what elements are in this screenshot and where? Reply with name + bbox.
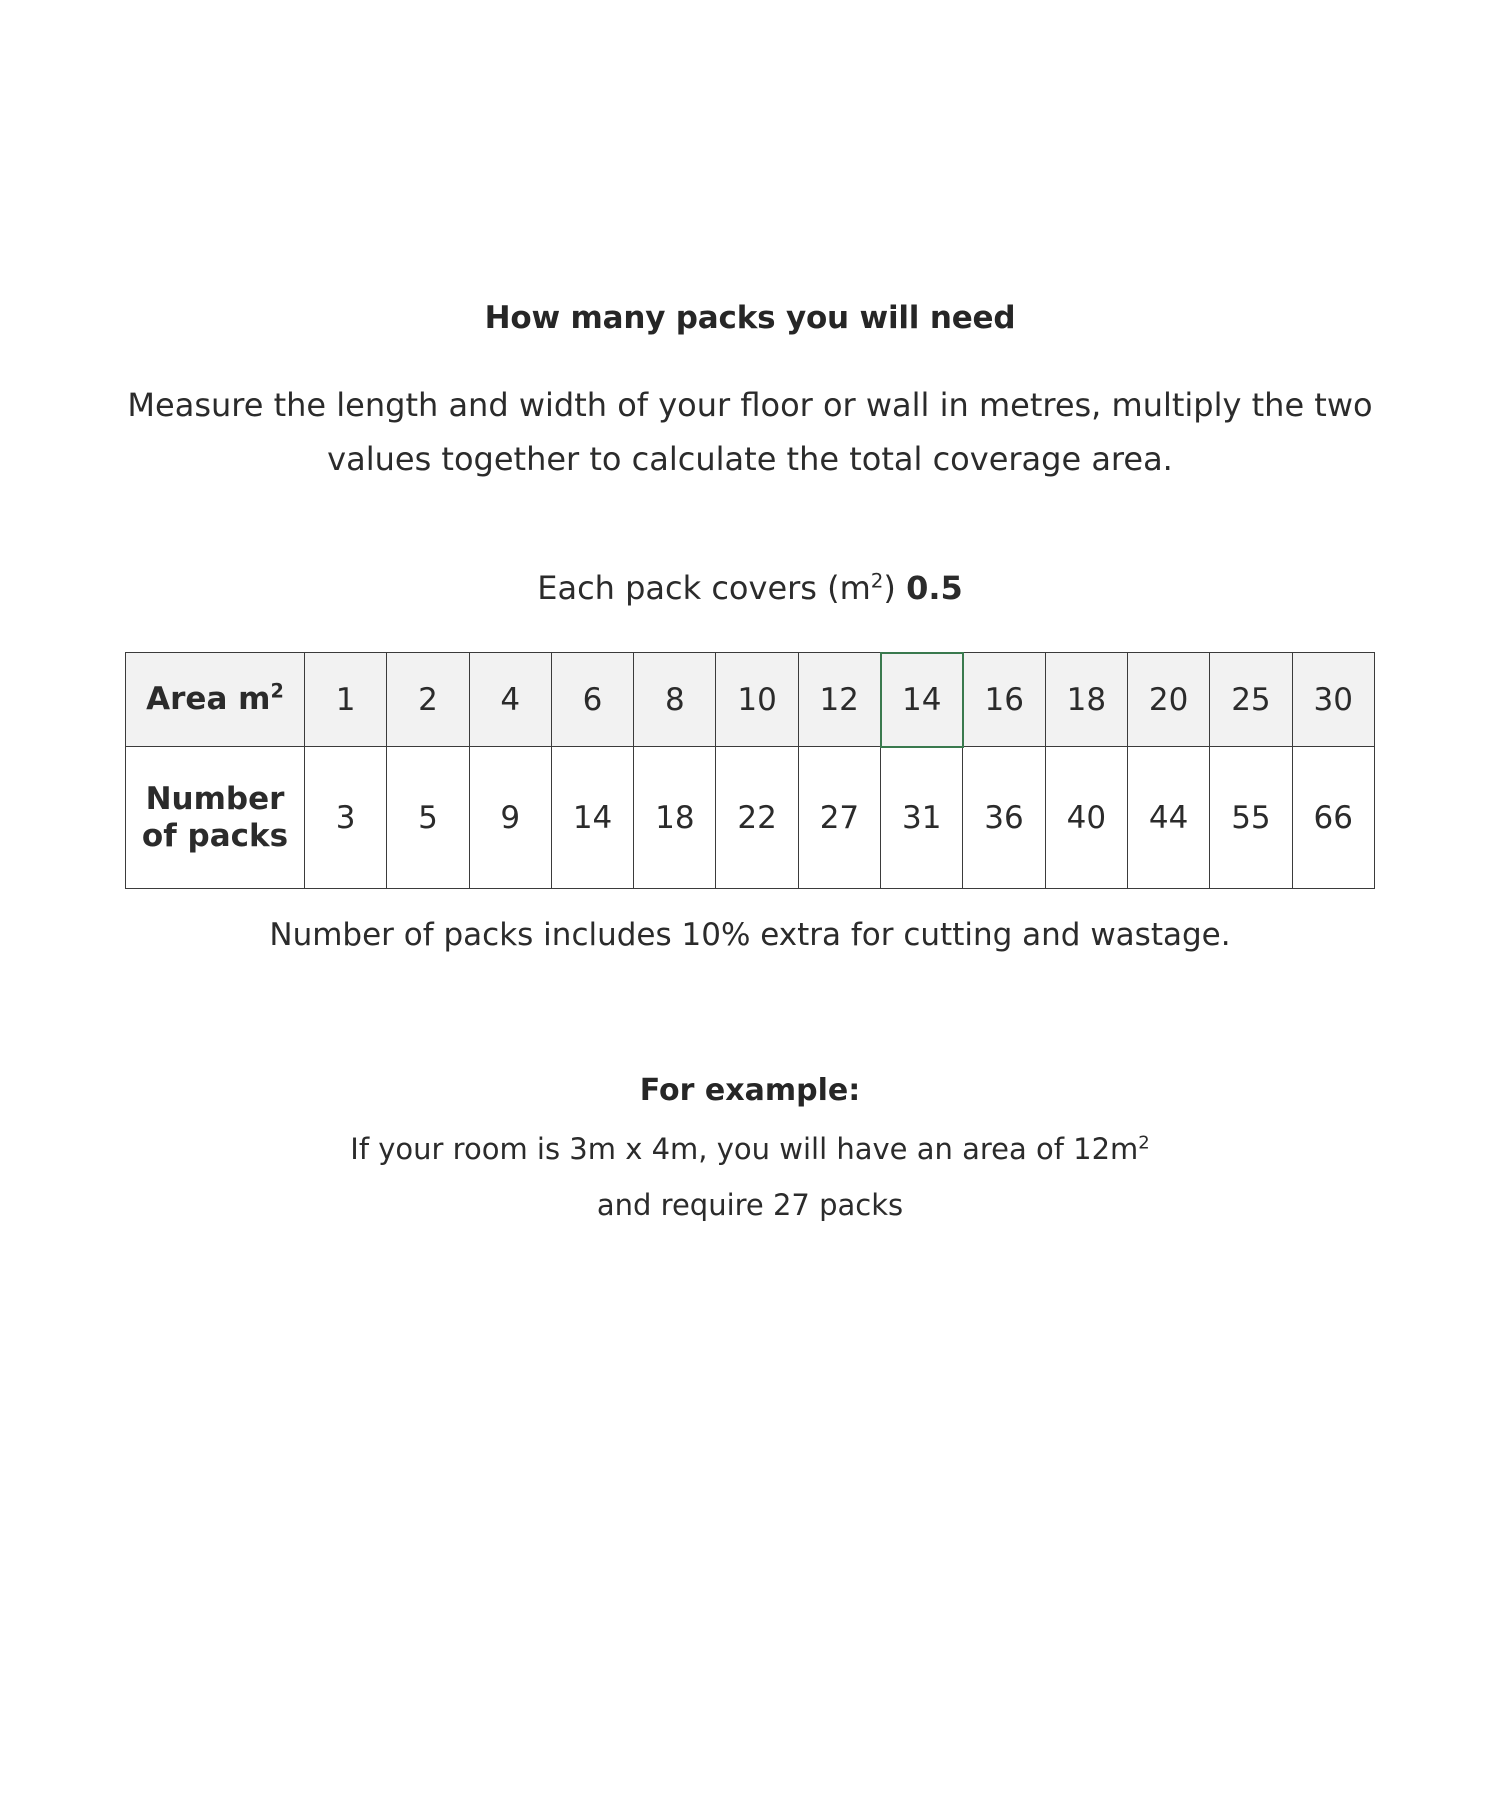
row-label-area-sup: 2 (270, 680, 284, 704)
packs-cell: 36 (963, 747, 1045, 889)
packs-cell: 27 (798, 747, 880, 889)
intro-paragraph: Measure the length and width of your floor or wall in metres, multiply the two values together to calculate the total coverage area. (127, 386, 1373, 479)
coverage-line (0, 569, 1500, 607)
document-page (0, 300, 1500, 1800)
table-row-packs (126, 747, 1375, 889)
packs-cell: 66 (1292, 747, 1374, 889)
area-cell: 12 (798, 653, 880, 747)
packs-cell: 55 (1210, 747, 1292, 889)
area-cell-highlighted: 14 (881, 653, 963, 747)
packs-cell: 44 (1127, 747, 1209, 889)
packs-table-wrapper (125, 652, 1375, 889)
area-cell: 1 (305, 653, 387, 747)
coverage-value: 0.5 (906, 568, 963, 607)
area-cell: 30 (1292, 653, 1374, 747)
example-line-2: and require 27 packs (596, 1187, 904, 1222)
area-cell: 18 (1045, 653, 1127, 747)
area-cell: 25 (1210, 653, 1292, 747)
coverage-label-before: Each pack covers (m (537, 568, 871, 607)
packs-cell: 5 (387, 747, 469, 889)
area-cell: 2 (387, 653, 469, 747)
table-row-area (126, 653, 1375, 747)
area-cell: 10 (716, 653, 798, 747)
row-label-packs (126, 747, 305, 889)
row-label-packs-line2: of packs (141, 817, 289, 854)
area-cell: 20 (1127, 653, 1209, 747)
area-cell: 4 (469, 653, 551, 747)
coverage-label-sup: 2 (870, 569, 884, 593)
wastage-note: Number of packs includes 10% extra for cutting and wastage. (269, 916, 1231, 953)
packs-cell: 40 (1045, 747, 1127, 889)
example-title: For example: (639, 1072, 861, 1108)
row-label-packs-line1: Number (145, 780, 285, 817)
packs-cell: 14 (551, 747, 633, 889)
example-line-1 (0, 1132, 1500, 1166)
packs-cell: 22 (716, 747, 798, 889)
packs-cell: 3 (305, 747, 387, 889)
row-label-area (126, 653, 305, 747)
row-label-area-text: Area m (146, 681, 271, 718)
area-cell: 6 (551, 653, 633, 747)
page-title: How many packs you will need (484, 300, 1016, 336)
area-cell: 16 (963, 653, 1045, 747)
packs-cell-highlighted: 31 (881, 747, 963, 889)
area-cell: 8 (634, 653, 716, 747)
example-line-1-sup: 2 (1138, 1132, 1150, 1154)
coverage-label-after: ) (883, 568, 896, 607)
example-line-1-text: If your room is 3m x 4m, you will have an area of 12m (350, 1131, 1139, 1166)
packs-cell: 9 (469, 747, 551, 889)
packs-table (125, 652, 1375, 889)
packs-cell: 18 (634, 747, 716, 889)
